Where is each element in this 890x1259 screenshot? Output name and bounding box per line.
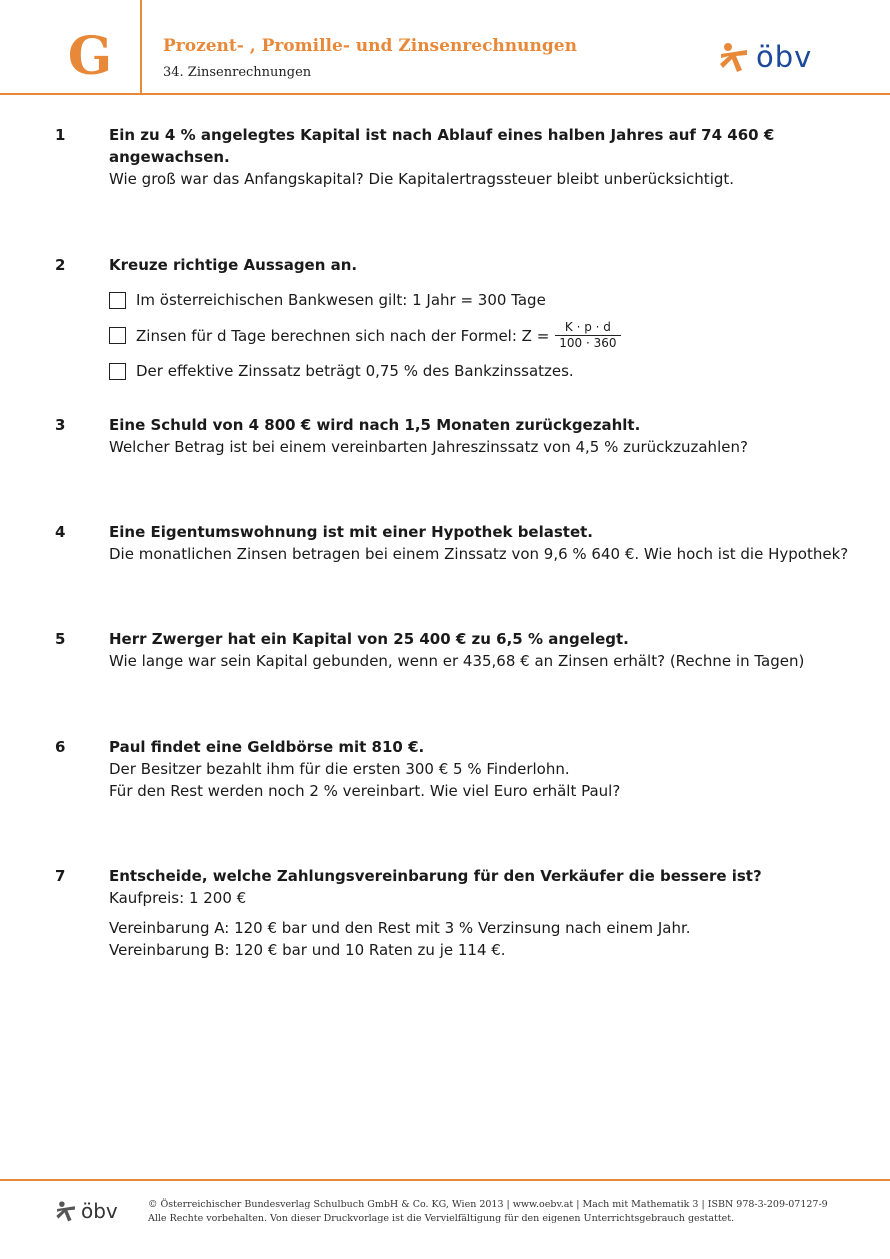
task-heading: Herr Zwerger hat ein Kapital von 25 400 € zu 6,5 % angelegt. [109, 630, 629, 648]
task-number: 6 [55, 738, 66, 756]
logo-text: öbv [756, 40, 813, 74]
task-number: 2 [55, 256, 66, 274]
task-text: Die monatlichen Zinsen betragen bei einem Zinssatz von 9,6 % 640 €. Wie hoch ist die Hypothek? [109, 545, 849, 563]
checkbox[interactable] [109, 292, 126, 309]
task-heading: Paul findet eine Geldbörse mit 810 €. [109, 738, 425, 756]
oebv-logo [718, 40, 812, 74]
agreement-b: Vereinbarung B: 120 € bar und 10 Raten zu je 114 €. [109, 941, 506, 959]
statement-text: Zinsen für d Tage berechnen sich nach der Formel: Z = [136, 326, 550, 345]
statement-option-1[interactable] [109, 291, 546, 309]
task-number: 1 [55, 126, 66, 144]
task-text: Wie groß war das Anfangskapital? Die Kapitalertragssteuer bleibt unberücksichtigt. [109, 170, 735, 188]
task-heading: Entscheide, welche Zahlungsvereinbarung für den Verkäufer die bessere ist? [109, 867, 762, 885]
task-text-line: Der Besitzer bezahlt ihm für die ersten 300 € 5 % Finderlohn. [109, 760, 570, 778]
fraction-numerator: K · p · d [564, 320, 611, 334]
chapter-badge: G [67, 26, 113, 87]
statement-option-3[interactable] [109, 362, 574, 380]
task-heading: Eine Eigentumswohnung ist mit einer Hypothek belastet. [109, 523, 594, 541]
statement-option-2[interactable] [109, 320, 621, 351]
task-heading: Eine Schuld von 4 800 € wird nach 1,5 Monaten zurückgezahlt. [109, 416, 641, 434]
logo-text: öbv [81, 1199, 118, 1223]
task-number: 7 [55, 867, 66, 885]
task-number: 3 [55, 416, 66, 434]
copyright-line-2: Alle Rechte vorbehalten. Von dieser Druckvorlage ist die Vervielfältigung für den eigenen Unterrichtsgebrauch gestattet. [148, 1213, 735, 1224]
statement-text: Der effektive Zinssatz beträgt 0,75 % des Bankzinssatzes. [136, 362, 574, 380]
checkbox[interactable] [109, 363, 126, 380]
chapter-title: Prozent- , Promille- und Zinsenrechnungen [163, 36, 577, 56]
task-text: Wie lange war sein Kapital gebunden, wenn er 435,68 € an Zinsen erhält? (Rechne in Tagen) [109, 652, 805, 670]
statement-text: Im österreichischen Bankwesen gilt: 1 Jahr = 300 Tage [136, 291, 546, 309]
copyright-line-1: © Österreichischer Bundesverlag Schulbuch GmbH & Co. KG, Wien 2013 | www.oebv.at | Mach mit Mathematik 3 | ISBN 978-3-209-07127-9 [148, 1199, 828, 1210]
interest-formula-fraction [555, 320, 620, 351]
copyright-notice [148, 1198, 828, 1226]
oebv-star-icon [55, 1200, 77, 1222]
checkbox[interactable] [109, 327, 126, 344]
purchase-price: Kaufpreis: 1 200 € [109, 889, 247, 907]
task-number: 4 [55, 523, 66, 541]
fraction-denominator: 100 · 360 [555, 335, 620, 351]
task-text: Welcher Betrag ist bei einem vereinbarten Jahreszinssatz von 4,5 % zurückzuzahlen? [109, 438, 748, 456]
oebv-footer-logo [55, 1199, 118, 1223]
section-title: 34. Zinsenrechnungen [163, 65, 312, 80]
agreement-a: Vereinbarung A: 120 € bar und den Rest mit 3 % Verzinsung nach einem Jahr. [109, 919, 691, 937]
header-rule [0, 93, 890, 95]
task-heading: Kreuze richtige Aussagen an. [109, 256, 358, 274]
header-divider [140, 0, 142, 94]
task-text-line: Für den Rest werden noch 2 % vereinbart. Wie viel Euro erhält Paul? [109, 782, 621, 800]
oebv-star-icon [718, 41, 750, 73]
task-number: 5 [55, 630, 66, 648]
footer-rule [0, 1179, 890, 1181]
task-heading: Ein zu 4 % angelegtes Kapital ist nach Ablauf eines halben Jahres auf 74 460 € angewachsen. [109, 126, 775, 166]
